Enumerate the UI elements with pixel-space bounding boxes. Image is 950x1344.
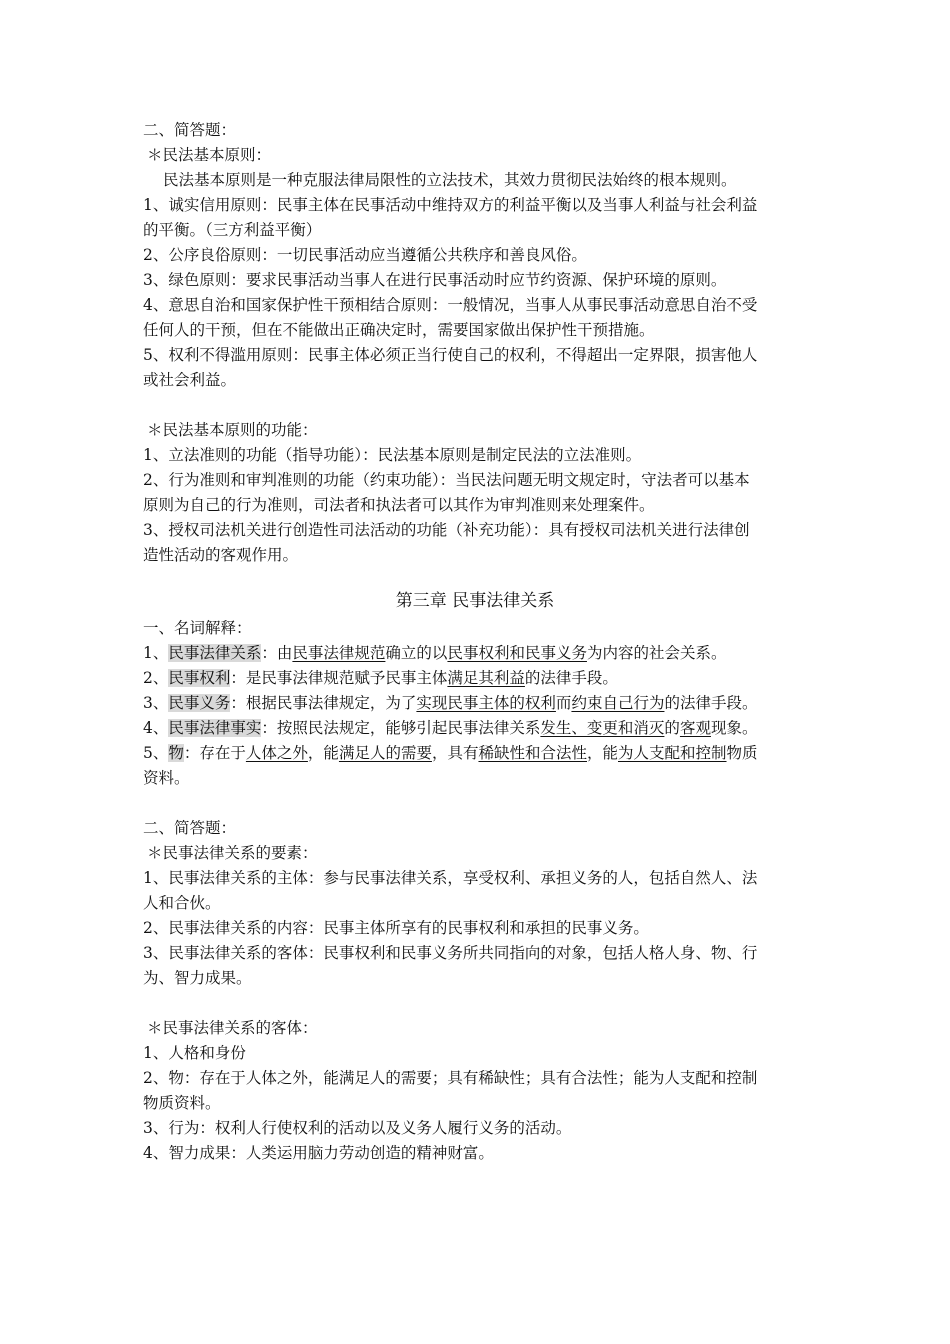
- text-line: 造性活动的客观作用。: [143, 546, 299, 564]
- term-highlight: 民事法律关系: [168, 644, 262, 662]
- section-heading: 二、简答题：: [143, 819, 237, 837]
- term-highlight: 民事义务: [168, 694, 231, 712]
- subsection-title: ＊民法基本原则的功能：: [147, 421, 318, 439]
- term-definition: [143, 691, 813, 715]
- underlined-text: 人体之外: [245, 744, 308, 762]
- text-segment: ，能: [586, 744, 618, 762]
- text-line: 资料。: [143, 769, 190, 787]
- text-segment: 现象。: [710, 719, 758, 737]
- text-segment: ：按照民法规定，能够引起民事法律关系: [261, 719, 541, 737]
- section-heading: 二、简答题：: [143, 121, 237, 139]
- text-segment: ：是民事法律规范赋予民事主体: [230, 669, 448, 687]
- chapter-title: 第三章 民事法律关系: [395, 591, 555, 611]
- term-number: 4、: [143, 719, 169, 737]
- underlined-text: 满足人的需要: [338, 744, 432, 762]
- underlined-text: 民事法律规范: [292, 644, 386, 662]
- term-number: 2、: [143, 669, 169, 687]
- term-definition: [143, 641, 813, 665]
- underlined-text: 满足其利益: [447, 669, 525, 687]
- text-segment: 而: [555, 694, 572, 712]
- text-segment: ：由: [261, 644, 293, 662]
- text-line: 3、行为：权利人行使权利的活动以及义务人履行义务的活动。: [143, 1119, 572, 1137]
- subsection-title: ＊民事法律关系的要素：: [147, 844, 318, 862]
- text-line: 任何人的干预，但在不能做出正确决定时，需要国家做出保护性干预措施。: [143, 321, 655, 339]
- text-line: 或社会利益。: [143, 371, 237, 389]
- term-highlight: 民事权利: [168, 669, 231, 687]
- text-segment: 为内容的社会关系。: [586, 644, 727, 662]
- text-segment: ：根据民事法律规定，为了: [230, 694, 417, 712]
- text-line: 1、民事法律关系的主体：参与民事法律关系，享受权利、承担义务的人，包括自然人、法: [143, 869, 758, 887]
- underlined-text: 客观: [679, 719, 711, 737]
- text-line: 原则为自己的行为准则，司法者和执法者可以其作为审判准则来处理案件。: [143, 496, 655, 514]
- text-line: 物质资料。: [143, 1094, 221, 1112]
- text-line: 1、人格和身份: [143, 1044, 246, 1062]
- term-definition: [143, 666, 813, 690]
- underlined-text: 约束自己行为: [571, 694, 665, 712]
- text-segment: ：存在于: [183, 744, 246, 762]
- text-line: 2、民事法律关系的内容：民事主体所享有的民事权利和承担的民事义务。: [143, 919, 649, 937]
- text-line: 2、物：存在于人体之外，能满足人的需要；具有稀缺性；具有合法性；能为人支配和控制: [143, 1069, 758, 1087]
- term-definition: [143, 741, 813, 765]
- underlined-text: 发生、变更和消灭: [540, 719, 665, 737]
- text-line: 3、授权司法机关进行创造性司法活动的功能（补充功能）：具有授权司法机关进行法律创: [143, 521, 750, 539]
- text-line: 4、智力成果：人类运用脑力劳动创造的精神财富。: [143, 1144, 494, 1162]
- term-number: 5、: [143, 744, 169, 762]
- text-line: 3、民事法律关系的客体：民事权利和民事义务所共同指向的对象，包括人格人身、物、行: [143, 944, 758, 962]
- text-line: 3、绿色原则：要求民事活动当事人在进行民事活动时应节约资源、保护环境的原则。: [143, 271, 727, 289]
- text-segment: 物质: [726, 744, 758, 762]
- text-line: 的平衡。（三方利益平衡）: [143, 221, 322, 239]
- underlined-text: 民事权利和民事义务: [447, 644, 587, 662]
- section-heading: 一、名词解释：: [143, 619, 252, 637]
- term-number: 1、: [143, 644, 169, 662]
- text-line: 4、意思自治和国家保护性干预相结合原则：一般情况，当事人从事民事活动意思自治不受: [143, 296, 758, 314]
- term-highlight: 物: [168, 744, 184, 762]
- text-segment: 的法律手段。: [664, 694, 758, 712]
- text-line: 1、诚实信用原则：民事主体在民事活动中维持双方的利益平衡以及当事人利益与社会利益: [143, 196, 758, 214]
- subsection-title: ＊民法基本原则：: [147, 146, 272, 164]
- text-line: 人和合伙。: [143, 894, 221, 912]
- term-definition: [143, 716, 813, 740]
- paragraph-intro: 民法基本原则是一种克服法律局限性的立法技术，其效力贯彻民法始终的根本规则。: [163, 171, 737, 189]
- text-segment: 的法律手段。: [524, 669, 618, 687]
- term-highlight: 民事法律事实: [168, 719, 262, 737]
- subsection-title: ＊民事法律关系的客体：: [147, 1019, 318, 1037]
- text-segment: 确立的以: [385, 644, 448, 662]
- underlined-text: 为人支配和控制: [618, 744, 727, 762]
- text-line: 2、公序良俗原则：一切民事活动应当遵循公共秩序和善良风俗。: [143, 246, 587, 264]
- text-line: 为、智力成果。: [143, 969, 252, 987]
- underlined-text: 实现民事主体的权利: [416, 694, 556, 712]
- text-line: 1、立法准则的功能（指导功能）：民法基本原则是制定民法的立法准则。: [143, 446, 642, 464]
- text-line: 2、行为准则和审判准则的功能（约束功能）：当民法问题无明文规定时，守法者可以基本: [143, 471, 750, 489]
- text-segment: ，具有: [431, 744, 479, 762]
- text-line: 5、权利不得滥用原则：民事主体必须正当行使自己的权利，不得超出一定界限，损害他人: [143, 346, 758, 364]
- text-segment: 的: [664, 719, 680, 737]
- text-segment: ，能: [307, 744, 339, 762]
- term-number: 3、: [143, 694, 169, 712]
- underlined-text: 稀缺性和合法性: [478, 744, 587, 762]
